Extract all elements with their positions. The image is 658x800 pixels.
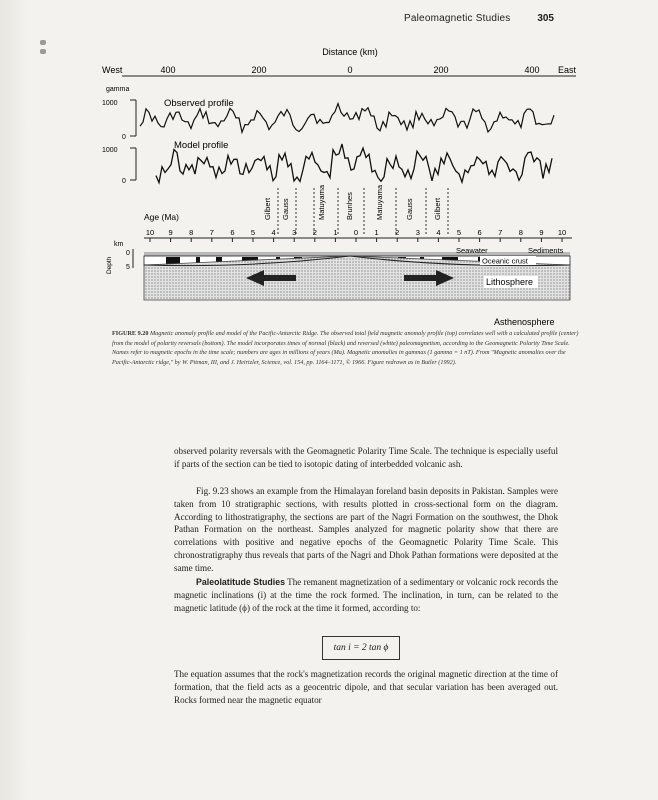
paragraph <box>174 576 558 614</box>
section-heading: Paleolatitude Studies <box>196 577 285 587</box>
age-tick: 8 <box>189 228 194 237</box>
page-number: 305 <box>537 13 554 24</box>
paragraph: observed polarity reversals with the Geomagnetic Polarity Time Scale. The technique is especially useful if parts of the section can be tied to isotopic dating of interbedded volcanic ash. <box>174 446 558 469</box>
gamma-tick: 0 <box>122 134 126 141</box>
figure-caption <box>112 329 582 367</box>
age-tick: 2 <box>395 228 400 237</box>
epoch-label: Matuyama <box>317 184 326 220</box>
gamma-tick: 1000 <box>102 100 118 107</box>
depth-label: Depth <box>106 256 113 274</box>
age-tick: 1 <box>333 228 338 237</box>
epoch-label: Gauss <box>281 198 290 220</box>
age-tick: 2 <box>312 228 317 237</box>
age-tick: 5 <box>456 228 462 237</box>
gamma-label: gamma <box>106 86 130 93</box>
model-profile-label: Model profile <box>174 140 229 151</box>
age-axis-title: Age (Ma) <box>144 212 179 222</box>
age-tick: 10 <box>557 228 567 237</box>
paragraph: Fig. 9.23 shows an example from the Himalayan foreland basin deposits in Pakistan. Samples were taken from 10 stratigraphic sections, with results plotted in cross-sectional form on the diagram. According to lithostratigraphy, the sections are part of the Nagri Formation on the southwest, the Dhok Pathan Formation on the northeast. Samples analyzed for magnetic polarity show that there are correlations with positive and negative epochs of the Geomagnetic Polarity Time Scale. This chronostratigraphy thus reveals that parts of the Nagri and Dhok Pathan formations were deposited at the same time. <box>174 486 558 573</box>
epoch-label: Gilbert <box>433 197 442 220</box>
running-title: Paleomagnetic Studies <box>404 13 511 24</box>
distance-tick: 200 <box>433 65 449 75</box>
age-tick: 3 <box>415 228 420 237</box>
seawater-label: Seawater <box>456 246 488 255</box>
equation-box: tan i = 2 tan ϕ <box>322 636 400 660</box>
distance-axis-title: Distance (km) <box>322 47 378 57</box>
age-tick: 8 <box>518 228 523 237</box>
lithosphere-label: Lithosphere <box>486 277 534 287</box>
asthenosphere-label: Asthenosphere <box>494 317 555 327</box>
epoch-label: Matuyama <box>375 184 384 220</box>
distance-tick: 200 <box>251 65 267 75</box>
gamma-scale-bar <box>130 100 136 136</box>
age-ticks <box>146 228 566 242</box>
age-tick: 6 <box>477 228 482 237</box>
page-gutter <box>0 0 28 800</box>
age-tick: 4 <box>436 228 441 237</box>
east-label: East <box>558 65 577 75</box>
west-label: West <box>102 65 123 75</box>
age-tick: 7 <box>209 228 214 237</box>
age-tick: 0 <box>353 228 359 237</box>
age-tick: 1 <box>374 228 379 237</box>
figure-graphic <box>100 42 590 332</box>
age-tick: 10 <box>145 228 155 237</box>
age-tick: 4 <box>271 228 276 237</box>
distance-tick: 0 <box>347 65 353 75</box>
age-tick: 9 <box>168 228 173 237</box>
distance-tick: 400 <box>524 65 540 75</box>
normal-polarity-stripe <box>166 257 180 264</box>
epoch-label: Brunhes <box>345 192 354 220</box>
gamma-scale-bar <box>130 148 136 180</box>
distance-tick: 400 <box>160 65 176 75</box>
age-tick: 6 <box>230 228 235 237</box>
running-header <box>404 13 554 24</box>
edge-mark <box>40 40 46 45</box>
epoch-label: Gauss <box>405 198 414 220</box>
age-tick: 3 <box>292 228 297 237</box>
paragraph-text: The remanent magnetization of a sedimentary or volcanic rock records the magnetic inclinations (i) at the time the rock formed. The inclination, in turn, can be related to the magnetic latitude (ϕ) of the rock at the time it formed, according to: <box>174 577 559 613</box>
depth-tick: 5 <box>126 264 130 271</box>
age-tick: 9 <box>539 228 544 237</box>
figure-9-20 <box>100 42 590 332</box>
caption-label: FIGURE 9.20 <box>112 330 149 337</box>
gamma-tick: 1000 <box>102 147 118 154</box>
observed-profile-label: Observed profile <box>164 98 234 109</box>
sediments-label: Sediments <box>528 246 564 255</box>
oceanic-crust-label: Oceanic crust <box>482 256 528 266</box>
gamma-tick: 0 <box>122 178 126 185</box>
epoch-label: Gilbert <box>263 197 272 220</box>
caption-text: Magnetic anomaly profile and model of the Pacific-Antarctic Ridge. The observed total field magnetic anomaly profile (top) correlates well with a calculated profile (center) from the model of polarity reversals (bottom). The model incorporates times of normal (black) and reversed (white) paleomagnetism, according to the Geomagnetic Polarity Time Scale. Names refer to magnetic epochs in the time scale; numbers are ages in millions of years (Ma). Magnetic anomalies in gammas (1 gamma = 1 nT). From "Magnetic anomalies over the Pacific-Antarctic ridge," by W. Pitman, III, and J. Heirtzler, Science, vol. 154, pp. 1164–1171, © 1966. Figure redrawn as in Butler (1992). <box>112 330 579 366</box>
age-tick: 7 <box>498 228 503 237</box>
km-label: km <box>114 241 124 248</box>
age-tick: 5 <box>250 228 256 237</box>
paragraph: The equation assumes that the rock's magnetization records the original magnetic direction at the time of formation, that the field acts as a geocentric dipole, and that secular variation has been averaged out. Rocks formed near the magnetic equator <box>174 669 558 705</box>
depth-tick: 0 <box>126 250 130 257</box>
edge-mark <box>40 49 46 54</box>
sediment-layer <box>144 252 570 256</box>
